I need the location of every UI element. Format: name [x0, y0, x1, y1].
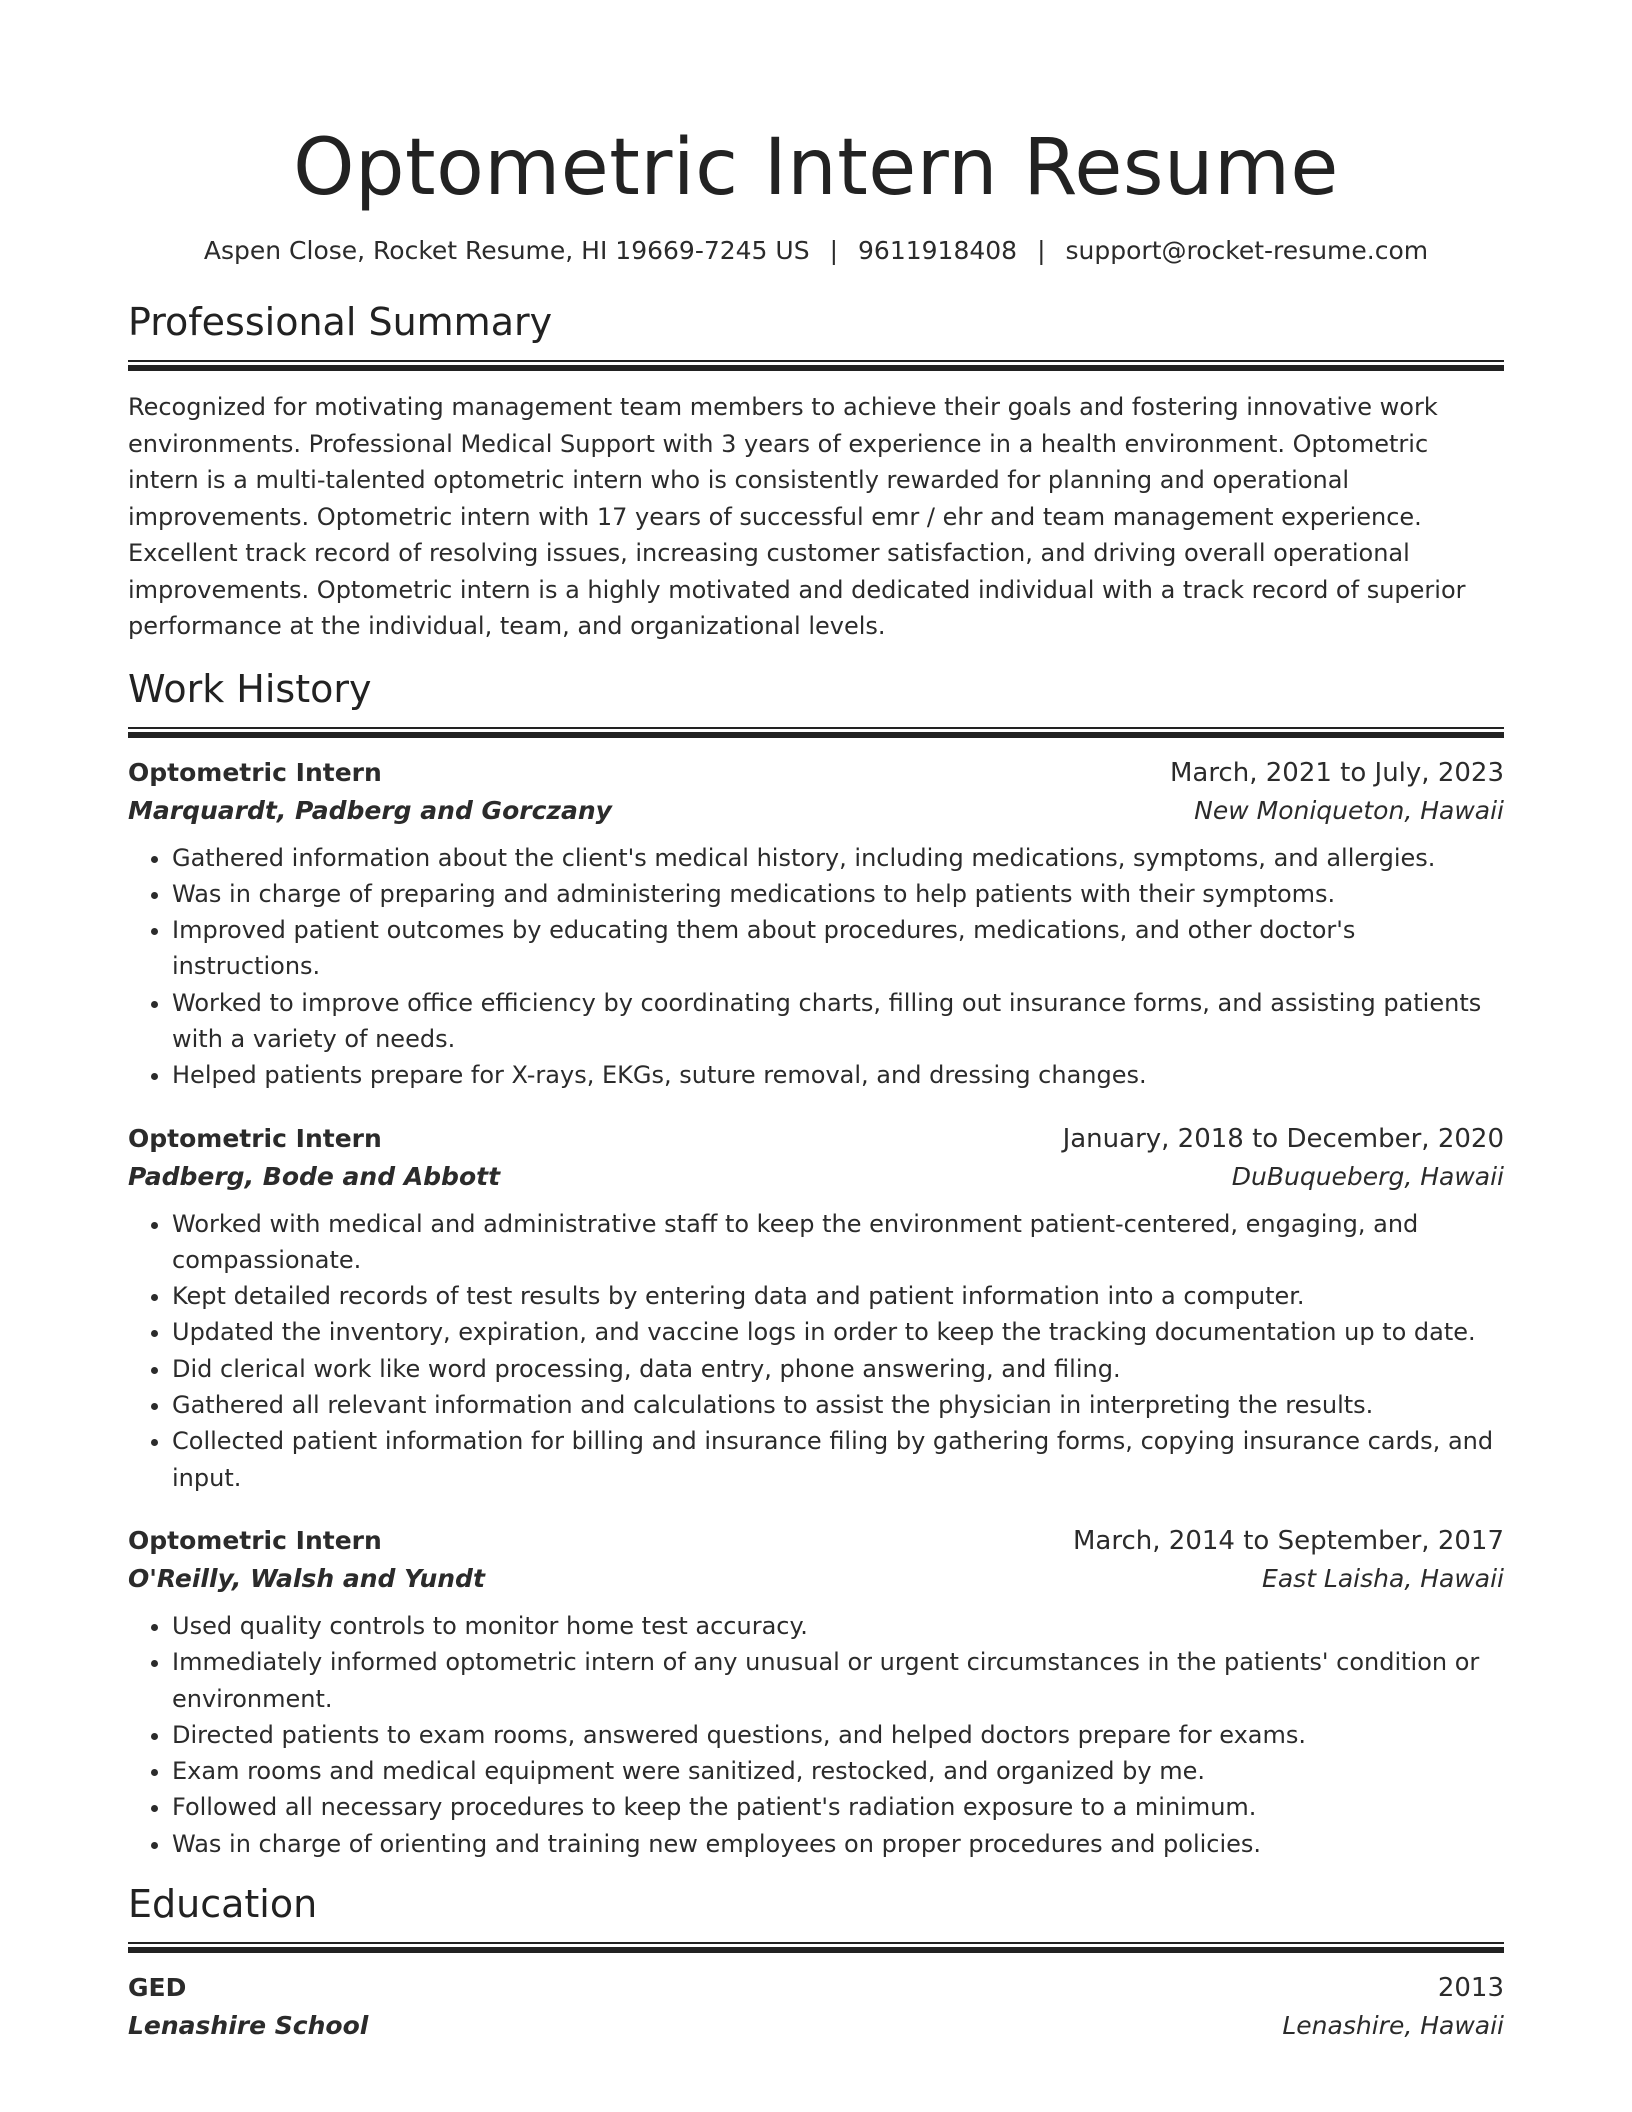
job-company: Marquardt, Padberg and Gorczany: [128, 795, 612, 825]
education-heading: Education: [128, 1882, 318, 1927]
job-bullet: • Worked with medical and administrative staff to keep the environment patient-centered, engaging, and compassionate.: [172, 1206, 1504, 1279]
job-bullets: [128, 1608, 1504, 1862]
job-dates: January, 2018 to December, 2020: [1062, 1123, 1504, 1154]
job-header-row: [128, 1120, 1504, 1158]
job-company: Padberg, Bode and Abbott: [128, 1161, 501, 1191]
contact-separator: |: [1037, 236, 1046, 265]
job-bullet: • Used quality controls to monitor home test accuracy.: [172, 1608, 1504, 1644]
contact-separator: |: [829, 236, 839, 265]
education-school-row: [128, 2007, 1504, 2045]
job-bullet: • Helped patients prepare for X-rays, EKGs, suture removal, and dressing changes.: [172, 1057, 1504, 1093]
job-bullet: • Updated the inventory, expiration, and vaccine logs in order to keep the tracking documentation up to date.: [172, 1314, 1504, 1350]
work-history-section: [128, 665, 1504, 1863]
education-header-row: [128, 1969, 1504, 2007]
job-header-row: [128, 1522, 1504, 1560]
job-company-row: [128, 792, 1504, 830]
job-bullet: • Gathered all relevant information and calculations to assist the physician in interpreting the results.: [172, 1387, 1504, 1423]
job-location: East Laisha, Hawaii: [1262, 1563, 1504, 1593]
job-bullet: • Directed patients to exam rooms, answered questions, and helped doctors prepare for exams.: [172, 1717, 1504, 1753]
job-bullet: • Was in charge of preparing and administering medications to help patients with their symptoms.: [172, 876, 1504, 912]
job-dates: March, 2021 to July, 2023: [1169, 757, 1504, 788]
work-history-heading: Work History: [128, 666, 372, 711]
job-bullet: • Followed all necessary procedures to keep the patient's radiation exposure to a minimum.: [172, 1789, 1504, 1825]
section-divider: [128, 727, 1504, 738]
job-bullet: • Did clerical work like word processing, data entry, phone answering, and filing.: [172, 1351, 1504, 1387]
education-location: Lenashire, Hawaii: [1282, 2011, 1504, 2041]
job-company: O'Reilly, Walsh and Yundt: [128, 1563, 485, 1593]
job-company-row: [128, 1560, 1504, 1598]
job-bullet: • Improved patient outcomes by educating them about procedures, medications, and other doctor's instructions.: [172, 912, 1504, 985]
job-dates: March, 2014 to September, 2017: [1073, 1525, 1504, 1556]
job-bullet: • Was in charge of orienting and training new employees on proper procedures and policies.: [172, 1826, 1504, 1862]
contact-line: [128, 234, 1504, 268]
education-school: Lenashire School: [128, 2011, 369, 2041]
resume-title: Optometric Intern Resume: [293, 123, 1339, 213]
job-bullet: • Collected patient information for billing and insurance filing by gathering forms, copying insurance cards, and input.: [172, 1423, 1504, 1496]
job-bullet: • Immediately informed optometric intern of any unusual or urgent circumstances in the patients' condition or environment.: [172, 1644, 1504, 1717]
education-entry: [128, 1969, 1504, 2045]
contact-phone: 9611918408: [858, 236, 1018, 265]
summary-section: [128, 298, 1504, 645]
job-bullets: [128, 1206, 1504, 1496]
job-bullet: • Worked to improve office efficiency by coordinating charts, filling out insurance forms, and assisting patients with a variety of needs.: [172, 985, 1504, 1058]
education-degree: GED: [128, 1973, 187, 2003]
job-bullet: • Gathered information about the client's medical history, including medications, symptoms, and allergies.: [172, 840, 1504, 876]
education-section: [128, 1880, 1504, 2045]
job-company-row: [128, 1158, 1504, 1196]
job-title: Optometric Intern: [128, 1123, 382, 1153]
summary-text: Recognized for motivating management team members to achieve their goals and fostering innovative work environments. Professional Medical Support with 3 years of experience in a health environment. Optometric intern is a multi-talented optometric intern who is consistently rewarded for planning and operational improvements. Optometric intern with 17 years of successful emr / ehr and team management experience. Excellent track record of resolving issues, increasing customer satisfaction, and driving overall operational improvements. Optometric intern is a highly motivated and dedicated individual with a track record of superior performance at the individual, team, and organizational levels.: [128, 393, 1466, 640]
contact-email: support@rocket-resume.com: [1065, 236, 1429, 265]
education-year: 2013: [1437, 1973, 1504, 2004]
contact-address: Aspen Close, Rocket Resume, HI 19669-7245 US: [203, 236, 810, 265]
job-bullet: • Exam rooms and medical equipment were sanitized, restocked, and organized by me.: [172, 1753, 1504, 1789]
job-location: New Moniqueton, Hawaii: [1194, 795, 1504, 825]
job-entry: [128, 754, 1504, 1094]
job-entry: [128, 1522, 1504, 1862]
section-divider: [128, 1942, 1504, 1953]
job-title: Optometric Intern: [128, 1525, 382, 1555]
job-bullet: • Kept detailed records of test results by entering data and patient information into a computer.: [172, 1278, 1504, 1314]
section-divider: [128, 360, 1504, 371]
job-location: DuBuqueberg, Hawaii: [1231, 1161, 1504, 1191]
summary-heading: Professional Summary: [128, 300, 553, 344]
job-title: Optometric Intern: [128, 757, 382, 787]
job-bullets: [128, 840, 1504, 1094]
job-entry: [128, 1120, 1504, 1496]
job-header-row: [128, 754, 1504, 792]
